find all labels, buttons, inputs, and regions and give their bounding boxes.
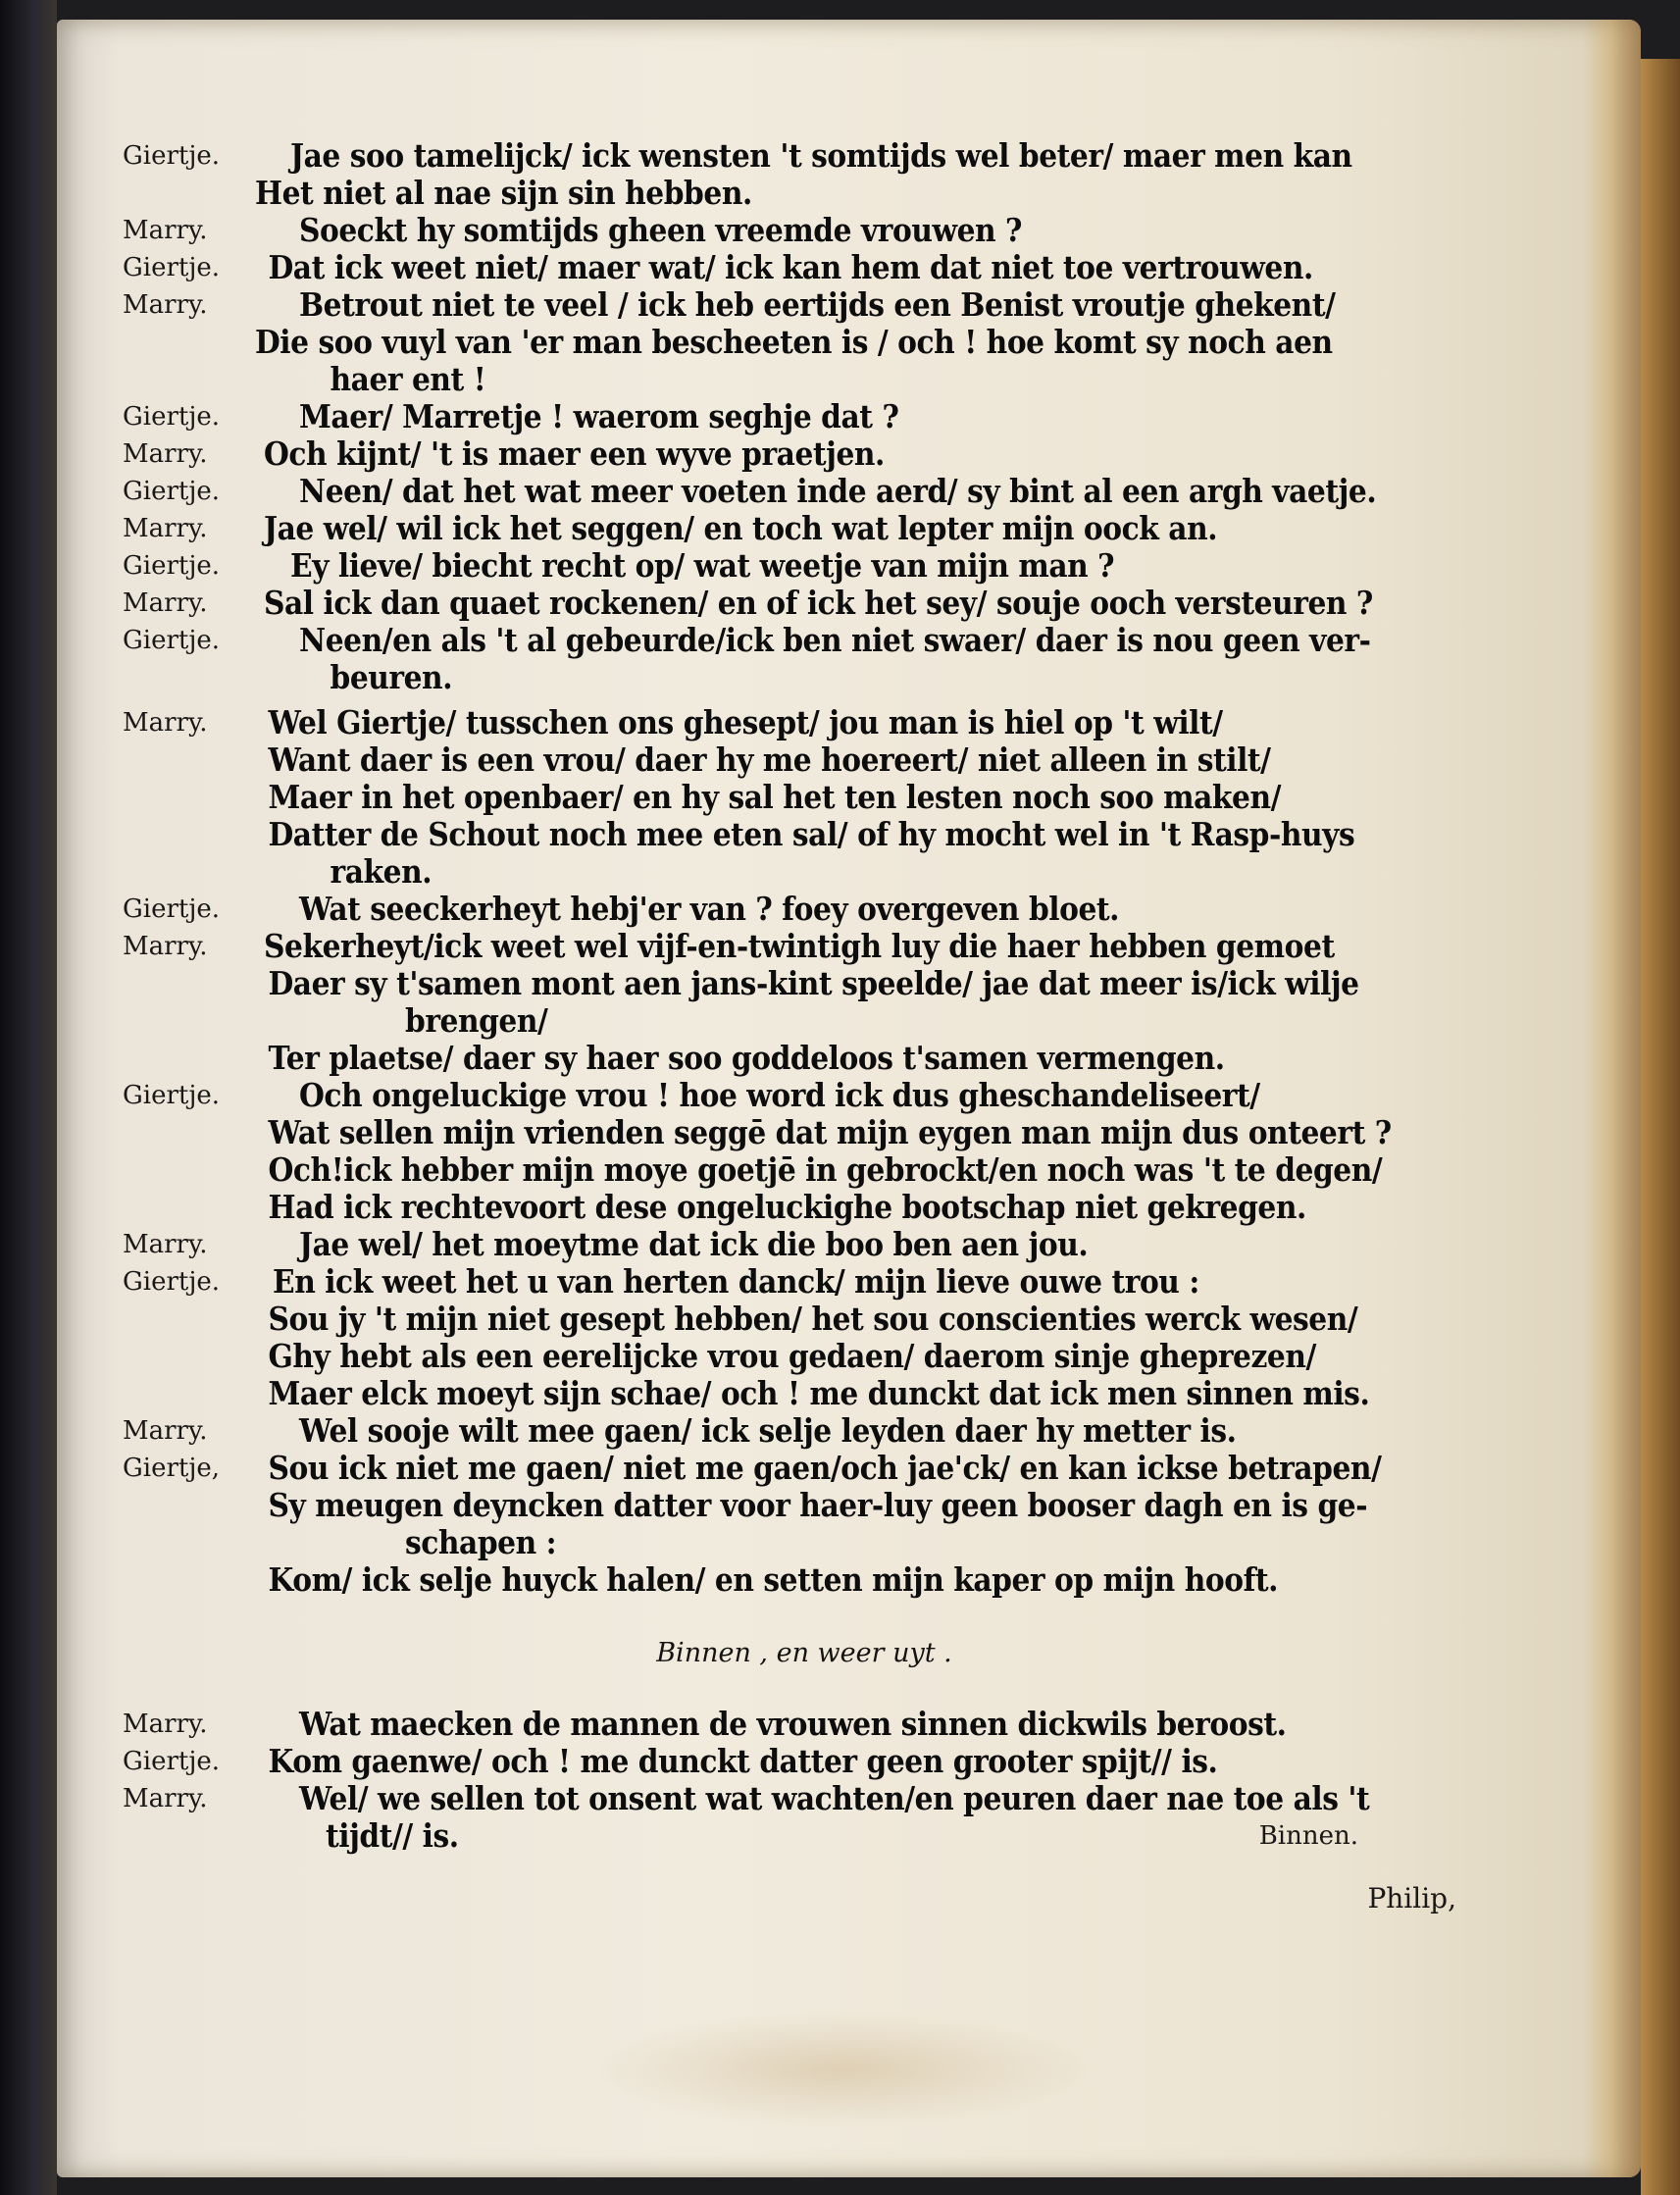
- dialogue-line: [123, 1412, 1486, 1450]
- speaker-name: Giertje,: [123, 1454, 221, 1483]
- exit-direction: Binnen.: [1258, 1821, 1358, 1851]
- speaker-name: Marry.: [123, 932, 208, 961]
- speech-text: schapen :: [405, 1523, 557, 1561]
- dialogue-line: [123, 510, 1486, 547]
- speaker-name: Marry.: [123, 708, 208, 738]
- speech-text: Die soo vuyl van 'er man bescheeten is / och ! hoe komt sy noch aen: [255, 323, 1333, 361]
- speaker-name: Giertje.: [123, 141, 221, 171]
- dialogue-line: [123, 1151, 1486, 1189]
- speaker-name: Giertje.: [123, 1747, 221, 1776]
- speech-text: brengen/: [405, 1001, 548, 1040]
- speaker-name: Marry.: [123, 588, 208, 618]
- speech-text: raken.: [330, 852, 433, 891]
- speaker-name: Giertje.: [123, 626, 221, 655]
- speaker-name: Giertje.: [123, 477, 221, 506]
- dialogue-line: [123, 1706, 1486, 1743]
- speech-text: Och kijnt/ 't is maer een wyve praetjen.: [264, 434, 885, 473]
- speech-text: haer ent !: [330, 360, 486, 398]
- speech-text: Jae soo tamelijck/ ick wensten 't somtijds wel beter/ maer men kan: [290, 136, 1352, 175]
- dialogue-line: [123, 1189, 1486, 1226]
- dialogue-line: [123, 1524, 1486, 1561]
- catchword: Philip,: [1367, 1882, 1456, 1914]
- speech-text: Och!ick hebber mijn moye goetjē in gebrockt/en noch was 't te degen/: [268, 1150, 1383, 1189]
- speech-text: En ick weet het u van herten danck/ mijn lieve ouwe trou :: [273, 1262, 1199, 1301]
- dialogue-line: [123, 1817, 1486, 1855]
- dialogue-line: [123, 1040, 1486, 1077]
- speech-text: Wat seeckerheyt hebj'er van ? foey overgeven bloet.: [299, 890, 1120, 928]
- dialogue-line: [123, 1226, 1486, 1263]
- dialogue-line: [123, 1077, 1486, 1114]
- speech-text: Sy meugen deyncken datter voor haer-luy geen booser dagh en is ge-: [268, 1486, 1368, 1524]
- dialogue-line: [123, 1002, 1486, 1040]
- dialogue-line: [123, 965, 1486, 1002]
- dialogue-line: [123, 891, 1486, 928]
- dialogue-line: [123, 704, 1486, 741]
- speech-text: tijdt// is.: [326, 1816, 459, 1855]
- speech-text: Had ick rechtevoort dese ongeluckighe bootschap niet gekregen.: [268, 1188, 1306, 1226]
- speech-text: Wel sooje wilt mee gaen/ ick selje leyden daer hy metter is.: [299, 1411, 1237, 1450]
- dialogue-line: [123, 1263, 1486, 1301]
- page-curl-shadow: [1582, 20, 1641, 2177]
- speaker-name: Marry.: [123, 290, 208, 320]
- speech-text: Neen/en als 't al gebeurde/ick ben niet swaer/ daer is nou geen ver-: [299, 621, 1371, 659]
- water-stain: [586, 2011, 1096, 2128]
- speech-text: Maer elck moeyt sijn schae/ och ! me dunckt dat ick men sinnen mis.: [268, 1374, 1370, 1412]
- stage-direction: Binnen , en weer uyt .: [656, 1638, 952, 1668]
- dialogue-line: [123, 1743, 1486, 1780]
- dialogue-line: [123, 473, 1486, 510]
- speech-text: Wel/ we sellen tot onsent wat wachten/en peuren daer nae toe als 't: [299, 1779, 1370, 1817]
- dialogue-line: [123, 547, 1486, 585]
- speech-text: Dat ick weet niet/ maer wat/ ick kan hem dat niet toe vertrouwen.: [268, 248, 1313, 286]
- speaker-name: Giertje.: [123, 1267, 221, 1297]
- dialogue-line: [123, 1561, 1486, 1599]
- speech-text: Ey lieve/ biecht recht op/ wat weetje van mijn man ?: [290, 546, 1115, 585]
- speaker-name: Marry.: [123, 514, 208, 543]
- speaker-name: Giertje.: [123, 894, 221, 924]
- dialogue-line: [123, 1450, 1486, 1487]
- next-page-edge: [1641, 59, 1680, 2195]
- dialogue-line: [123, 1301, 1486, 1338]
- speech-text: Maer in het openbaer/ en hy sal het ten lesten noch soo maken/: [268, 778, 1282, 816]
- dialogue-line: [123, 853, 1486, 891]
- speech-text: Want daer is een vrou/ daer hy me hoereert/ niet alleen in stilt/: [268, 740, 1271, 779]
- speaker-name: Giertje.: [123, 253, 221, 282]
- dialogue-line: [123, 816, 1486, 853]
- speaker-name: Marry.: [123, 1710, 208, 1739]
- speaker-name: Marry.: [123, 439, 208, 469]
- speech-text: Sal ick dan quaet rockenen/ en of ick het sey/ souje ooch versteuren ?: [264, 584, 1373, 622]
- speech-text: Och ongeluckige vrou ! hoe word ick dus gheschandeliseert/: [299, 1076, 1260, 1114]
- dialogue-line: [123, 1375, 1486, 1412]
- speech-text: Sou jy 't mijn niet gesept hebben/ het sou conscienties werck wesen/: [268, 1300, 1358, 1338]
- speaker-name: Marry.: [123, 1784, 208, 1813]
- speech-text: beuren.: [330, 658, 453, 696]
- dialogue-line: [123, 928, 1486, 965]
- speech-text: Het niet al nae sijn sin hebben.: [255, 174, 752, 212]
- speech-text: Betrout niet te veel / ick heb eertijds een Benist vroutje ghekent/: [299, 285, 1336, 324]
- speaker-name: Marry.: [123, 1416, 208, 1446]
- speech-text: Wat sellen mijn vrienden seggē dat mijn eygen man mijn dus onteert ?: [268, 1113, 1392, 1151]
- dialogue-line: [123, 175, 1486, 212]
- dialogue-line: [123, 212, 1486, 249]
- speaker-name: Giertje.: [123, 551, 221, 581]
- speech-text: Datter de Schout noch mee eten sal/ of hy mocht wel in 't Rasp-huys: [268, 815, 1355, 853]
- speaker-name: Giertje.: [123, 1081, 221, 1110]
- dialogue-line: [123, 1114, 1486, 1151]
- speech-text: Wat maecken de mannen de vrouwen sinnen dickwils beroost.: [299, 1705, 1287, 1743]
- speech-text: Wel Giertje/ tusschen ons ghesept/ jou man is hiel op 't wilt/: [268, 703, 1223, 741]
- dialogue-line: [123, 361, 1486, 398]
- speech-text: Ghy hebt als een eerelijcke vrou gedaen/ daerom sinje gheprezen/: [268, 1337, 1316, 1375]
- speech-text: Soeckt hy somtijds gheen vreemde vrouwen ?: [299, 211, 1023, 249]
- dialogue-line: [123, 1338, 1486, 1375]
- dialogue-line: [123, 1780, 1486, 1817]
- speech-text: Sou ick niet me gaen/ niet me gaen/och jae'ck/ en kan ickse betrapen/: [268, 1449, 1382, 1487]
- speech-text: Ter plaetse/ daer sy haer soo goddeloos t'samen vermengen.: [268, 1039, 1225, 1077]
- dialogue-block: [123, 137, 1486, 1599]
- dialogue-line: [123, 398, 1486, 435]
- dialogue-line: [123, 659, 1486, 696]
- closing-dialogue-block: [123, 1706, 1486, 1855]
- dialogue-line: [123, 435, 1486, 473]
- speaker-name: Marry.: [123, 216, 208, 245]
- speech-text: Neen/ dat het wat meer voeten inde aerd/ sy bint al een argh vaetje.: [299, 472, 1377, 510]
- dialogue-line: [123, 622, 1486, 659]
- book-edge-left: [0, 0, 57, 2195]
- dialogue-line: [123, 137, 1486, 175]
- speech-text: Jae wel/ wil ick het seggen/ en toch wat lepter mijn oock an.: [264, 509, 1218, 547]
- dialogue-line: [123, 585, 1486, 622]
- speech-text: Sekerheyt/ick weet wel vijf-en-twintigh luy die haer hebben gemoet: [264, 927, 1335, 965]
- speaker-name: Marry.: [123, 1230, 208, 1259]
- dialogue-line: [123, 779, 1486, 816]
- speaker-name: Giertje.: [123, 402, 221, 432]
- speech-text: Maer/ Marretje ! waerom seghje dat ?: [299, 397, 899, 435]
- dialogue-line: [123, 1487, 1486, 1524]
- play-text: [123, 137, 1486, 1914]
- speech-text: Kom gaenwe/ och ! me dunckt datter geen grooter spijt// is.: [268, 1742, 1218, 1780]
- dialogue-line: [123, 286, 1486, 324]
- dialogue-line: [123, 324, 1486, 361]
- speech-text: Jae wel/ het moeytme dat ick die boo ben aen jou.: [299, 1225, 1089, 1263]
- speech-text: Kom/ ick selje huyck halen/ en setten mijn kaper op mijn hooft.: [268, 1560, 1279, 1599]
- speech-text: Daer sy t'samen mont aen jans-kint speelde/ jae dat meer is/ick wilje: [268, 964, 1359, 1002]
- dialogue-line: [123, 249, 1486, 286]
- dialogue-line: [123, 741, 1486, 779]
